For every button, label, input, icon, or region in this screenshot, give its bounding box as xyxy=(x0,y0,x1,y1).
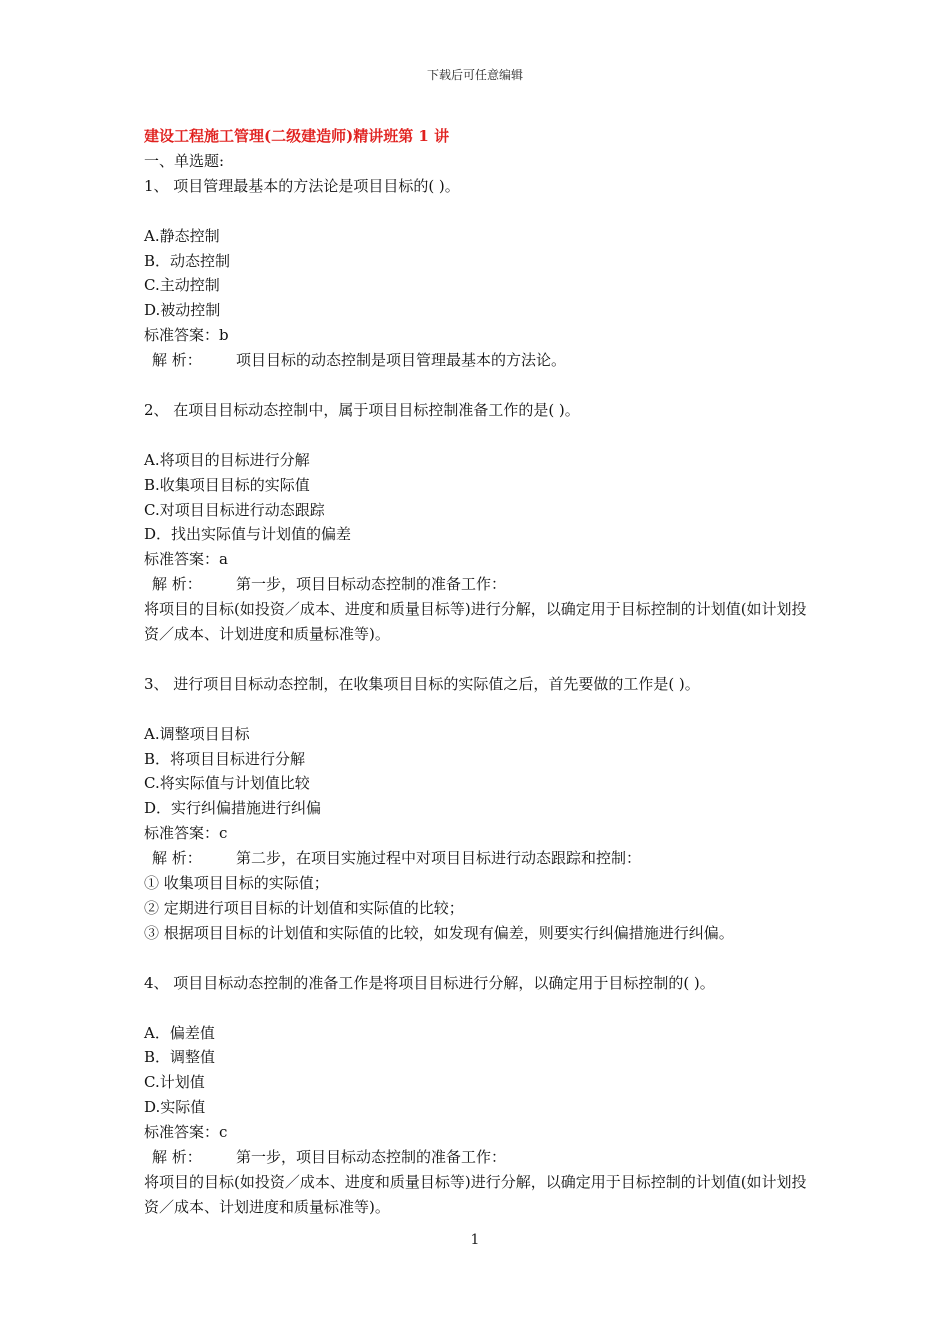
option-b: B.收集项目目标的实际值 xyxy=(144,475,310,494)
option-b: B．将项目目标进行分解 xyxy=(144,749,306,768)
option-d: D．找出实际值与计划值的偏差 xyxy=(144,525,352,544)
analysis xyxy=(144,348,814,373)
question-3 xyxy=(144,672,814,946)
question-stem: 1、 项目管理最基本的方法论是项目目标的( )。 xyxy=(144,176,460,195)
document-title: 建设工程施工管理(二级建造师)精讲班第 1 讲 xyxy=(144,127,450,145)
analysis xyxy=(144,572,814,597)
analysis-detail: 将项目的目标(如投资／成本、进度和质量目标等)进行分解，以确定用于目标控制的计划值(如计划投资／成本、计划进度和质量标准等)。 xyxy=(144,1172,807,1216)
option-c: C.主动控制 xyxy=(144,276,220,295)
question-2 xyxy=(144,398,814,647)
section-heading: 一、单选题: xyxy=(144,151,225,170)
option-a: A.调整项目目标 xyxy=(144,724,250,743)
analysis-label: 解 析： xyxy=(152,849,202,868)
analysis xyxy=(144,1145,814,1170)
analysis-text: 第二步，在项目实施过程中对项目目标进行动态跟踪和控制： xyxy=(236,849,642,868)
option-c: C.对项目目标进行动态跟踪 xyxy=(144,500,325,519)
analysis-detail: 将项目的目标(如投资／成本、进度和质量目标等)进行分解，以确定用于目标控制的计划值(如计划投资／成本、计划进度和质量标准等)。 xyxy=(144,600,807,644)
option-c: C.将实际值与计划值比较 xyxy=(144,774,310,793)
option-d: D．实行纠偏措施进行纠偏 xyxy=(144,799,322,818)
page-number: 1 xyxy=(470,1232,480,1248)
analysis-text: 项目目标的动态控制是项目管理最基本的方法论。 xyxy=(236,351,567,370)
standard-answer: 标准答案：c xyxy=(144,824,228,843)
question-1 xyxy=(144,174,814,373)
analysis-text: 第一步，项目目标动态控制的准备工作： xyxy=(236,1148,507,1167)
analysis-step-3: ③ 根据项目目标的计划值和实际值的比较，如发现有偏差，则要实行纠偏措施进行纠偏。 xyxy=(144,923,734,942)
document-body xyxy=(144,124,814,1220)
option-a: A．偏差值 xyxy=(144,1023,215,1042)
option-d: D.实际值 xyxy=(144,1098,206,1117)
standard-answer: 标准答案：b xyxy=(144,326,229,345)
option-a: A.静态控制 xyxy=(144,226,220,245)
page-header: 下载后可任意编辑 xyxy=(426,68,523,82)
question-stem: 4、 项目目标动态控制的准备工作是将项目目标进行分解，以确定用于目标控制的( )。 xyxy=(144,973,715,992)
question-stem: 3、 进行项目目标动态控制，在收集项目目标的实际值之后，首先要做的工作是( )。 xyxy=(144,674,700,693)
question-4 xyxy=(144,971,814,1220)
analysis-label: 解 析： xyxy=(152,1148,202,1167)
analysis-label: 解 析： xyxy=(152,351,202,370)
option-a: A.将项目的目标进行分解 xyxy=(144,450,310,469)
analysis-step-1: ① 收集项目目标的实际值； xyxy=(144,874,329,893)
option-b: B．调整值 xyxy=(144,1048,216,1067)
analysis-label: 解 析： xyxy=(152,575,202,594)
analysis-step-2: ② 定期进行项目目标的计划值和实际值的比较； xyxy=(144,899,464,918)
standard-answer: 标准答案：c xyxy=(144,1123,228,1142)
analysis xyxy=(144,846,814,871)
option-c: C.计划值 xyxy=(144,1073,205,1092)
option-b: B．动态控制 xyxy=(144,251,231,270)
analysis-text: 第一步，项目目标动态控制的准备工作： xyxy=(236,575,507,594)
standard-answer: 标准答案：a xyxy=(144,550,228,569)
question-stem: 2、 在项目目标动态控制中，属于项目目标控制准备工作的是( )。 xyxy=(144,400,580,419)
option-d: D.被动控制 xyxy=(144,301,221,320)
